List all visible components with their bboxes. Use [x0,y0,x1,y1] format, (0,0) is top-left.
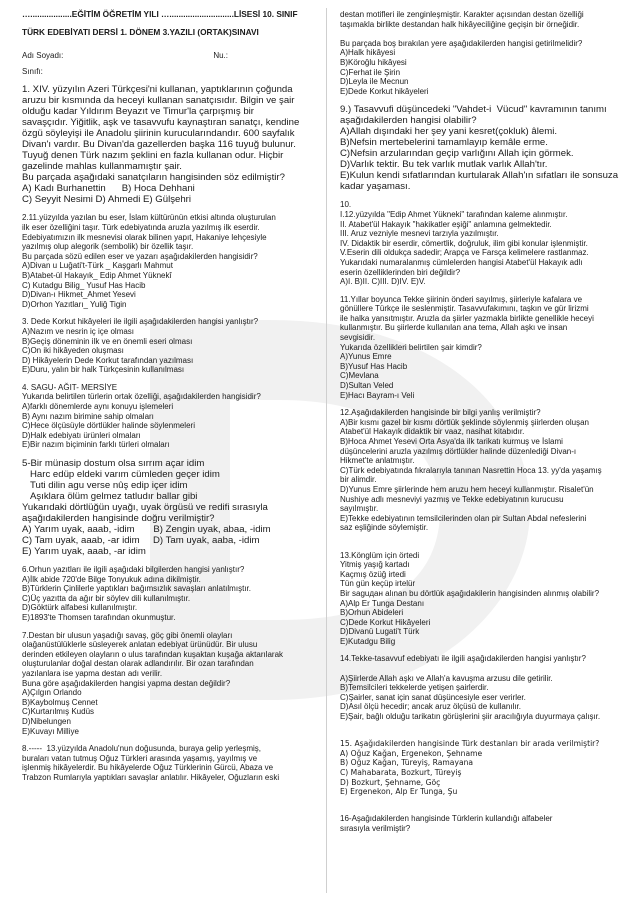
question-line: C)Türk edebiyatında fıkralarıyla tanınan Nasrettin Hoca 13. yy'da yaşamış [340,465,602,475]
left-column [22,10,310,791]
question-line: C) Tam uyak, aaab, -ar idim D) Tam uyak, aaba, -idim [22,535,260,547]
question-block [22,317,310,375]
question-line: V.Eserin dili oldukça sadedir; Arapça ve Farsça kelimelere rastlanmaz. [340,248,589,258]
question-line: A)Çılgın Orlando [22,688,82,698]
question-line: D)Asıl ölçü hecedir; ancak aruz ölçüsü de kullanılır. [340,702,521,712]
question-line: oluşturulanlar doğal destan olarak adlandırılır. Bir ozan tarafından [22,659,254,669]
question-line: gönüllere Türkçe ile seslenmiştir. Tasavvufakımını, taşkın ve gür lirizmi [340,304,589,314]
question-line: Yukarıda özellikleri belirtilen şair kimdir? [340,342,482,352]
question-line: B) Oğuz Kağan, Türeyiş, Ramayana [340,758,474,768]
question-line: C)Mevlana [340,371,379,381]
question-line: B)Kaybolmuş Cennet [22,697,98,707]
exam-header [22,10,310,76]
question-line: 6.Orhun yazıtları ile ilgili aşağıdaki bilgilerden hangisi yanlıştır? [22,565,245,575]
question-line: A)Halk hikâyesi [340,48,396,58]
question-line: B)Türklerin Çinlilerle yaptıkları bağımsızlık savaşları anlatılmıştır. [22,584,251,594]
question-line: gazelinde mahlas kullanmamıştır şair. [22,161,182,173]
question-line: 13.Könglüm için örtedi [340,550,420,560]
question-line: B)Atabet-ül Hakayık_ Edip Ahmet Yüknekî [22,270,172,280]
question-line: ile halka yansıtmıştır. Aruzla da şiirler yazmakla birlikte genellikle heceyi [340,313,594,323]
question-line: A)Nazım ve nesrin iç içe olması [22,326,135,336]
question-line: düşüncelerini aruzla yazılmış dörtlükler halinde düzenlediği Divan-ı [340,446,577,456]
question-line: sayılmıştır. [340,504,379,514]
question-line: A)Alp Er Tunga Destanı [340,598,425,608]
question-line: E)Kulun kendi sıfatlarından kurtularak Allah'ın sıfatları ile sonsuza [340,170,619,182]
question-line: 16-Aşağıdakilerden hangisinde Türklerin kullandığı alfabeler [340,814,553,824]
question-block [340,295,626,401]
question-line: saz eşliğinde söylemiştir. [340,523,429,533]
question-line: derinden etkileyen olayların o ulus tarafından kuşaktan kuşağa aktarılarak [22,649,284,659]
question-line: Yitmiş yaşığ kartadı [340,560,410,570]
question-line: E)1893'te Thomsen tarafından okunmuştur. [22,613,176,622]
question-line: C)Şairler, sanat için sanat düşüncesiyle eser verirler. [340,692,526,702]
question-line: E)Duru, yalın bir halk Türkçesinin kullanılması [22,365,185,375]
question-block [22,631,310,737]
question-line: Divan'ı vardır. Bu Divan'da gazellerden başka 116 tuyuğ bulunur. [22,139,296,151]
question-line: 9.) Tasavvufi düşüncedeki "Vahdet-i Vücud" kavramının tanımı [340,104,607,116]
question-line: E)Kutadgu Bilig [340,636,396,646]
question-block [22,84,310,205]
question-line: C)Nefsin arzularından geçip varlığını Allah için görmek. [340,148,574,160]
right-questions [340,10,626,834]
question-line: E)Dede Korkut hikâyeleri [340,86,429,96]
question-block [340,805,626,834]
question-line: E)Kuvayı Milliye [22,726,79,736]
question-line: Harc edüp eldeki varım cümleden geçer idim [22,469,220,481]
question-line: Yukarıdaki numaralanmış cümlelerden hangisi Atabet'ül Hakayık adlı [340,257,583,267]
question-line: ilk eser özelliğini taşır. Türk edebiyatında aruzla yazılmış ilk eserdir. [22,222,260,232]
question-line: A)Şiirlerde Allah aşkı ve Allah'a kavuşma arzusu dile getirilir. [340,673,553,683]
question-block [340,408,626,533]
question-line: D)Göktürk alfabesi kullanılmıştır. [22,603,138,613]
question-line: 4. SAGU- AĞIT- MERSİYE [22,382,118,392]
question-line: bir alimdir. [340,475,377,485]
question-line: 2.11.yüzyılda yazılan bu eser, İslam kültürünün etkisi altında oluşturulan [22,213,276,223]
question-line: C)Ferhat ile Şirin [340,67,401,77]
question-line: sırasıyla verilmiştir? [340,823,411,833]
question-line: C)Üç yazıtta da ağır bir söylev dili kullanılmıştır. [22,593,191,603]
header-line1: …..................EĞİTİM ÖĞRETİM YILI …............................LİSESİ 10. SINIF [22,9,298,19]
question-line: B)Hoca Ahmet Yesevi Orta Asya'da ilk tarikatı kurmuş ve İslami [340,437,563,446]
question-line: yazılanlara ise yapma destan adı verilir. [22,668,163,678]
question-line: I.12.yüzyılda "Edip Ahmet Yükneki" tarafından kaleme alınmıştır. [340,209,568,219]
header-line2: TÜRK EDEBİYATI DERSİ 1. DÖNEM 3.YAZILI (ORTAK)SINAVI [22,26,259,37]
question-line: A)Divan u Luğati't-Türk _ Kaşgarlı Mahmut [22,261,173,271]
question-line: olduğu kadar Yıldırım Beyazıt ve Timur'la çarpışmış bir [22,106,254,118]
question-line: C)Kurtarılmış Kudüs [22,707,95,717]
question-line: Edebiyatımızın ilk mesnevisi olarak bilinen yapıt, Hakaniye lehçesiyle [22,232,267,242]
question-line: D)Halk edebiyatı ürünleri olmaları [22,430,141,440]
question-line: eserin özelliklerinden biri değildir? [340,267,461,277]
question-line: 7.Destan bir ulusun yaşadığı savaş, göç gibi önemli olayları [22,630,233,640]
question-block [22,744,310,782]
question-line: Atabet'ül Hakayık didaktik bir vaaz, nasihat kitabıdır. [340,427,525,437]
question-line: kullanmıştır. Bu şiirlerde kullanılan ana tema, Allah aşkı ve insan [340,323,568,333]
question-line: 11.Yıllar boyunca Tekke şiirinin önderi sayılmış, şiirleriyle kafalara ve [340,294,583,304]
question-line: D)Varlık tektir. Bu tek varlık mutlak varlık Allah'tır. [340,159,548,171]
question-line: Trabzon Rumlarıyla yaptıkları savaşlar anlatılır. Hikâyeler, Oğuzların eski [22,772,280,782]
question-block [22,213,310,309]
question-line: III. Aruz vezniyle mesnevi tarzıyla yazılmıştır. [340,229,499,239]
question-line: D)Nibelungen [22,716,71,726]
question-block [340,730,626,797]
question-line: Aşıklara ölüm gelmez tatludır ballar gibi [22,491,198,503]
question-line: 14.Tekke-tasavvuf edebiyatı ile ilgili aşağıdakilerden hangisi yanlıştır? [340,654,586,664]
question-line: C) Seyyit Nesimi D) Ahmedi E) Gülşehri [22,194,191,206]
question-line: A) Yarım uyak, aaab, -idim B) Zengin uyak, abaa, -idim [22,524,271,536]
question-line: A)I. B)II. C)III. D)IV. E)V. [340,277,426,287]
question-line: 5-Bir münasip dostum olsa sırrım açar idim [22,458,205,470]
question-line: Hikmet'te anlatmıştır. [340,456,415,466]
question-line: C)Hece ölçüsüyle dörtlükler halinde söylenmeleri [22,421,195,431]
question-line: buraları vatan tutmuş Oğuz Türkleri arasında yaşamış, yayılmış ve [22,753,258,763]
question-line: B)Temsilcileri tekkelerde yetişen şairlerdir. [340,683,489,693]
question-line: Yukarıdaki dörtlüğün uyağı, uyak örgüsü ve redifi sırasıyla [22,502,268,514]
question-line: Bu parçada aşağıdaki sanatçıların hangisinden söz edilmiştir? [22,172,285,184]
question-block [340,104,626,192]
question-line: B)Köroğlu hikâyesi [340,57,407,67]
question-line: yazılmış olup alegorik (sembolik) bir özellik taşır. [22,242,194,252]
question-line: destan motifleri ile zenginleşmiştir. Karakter açısından destan özelliği [340,10,584,19]
question-line: E)Şair, bağlı olduğu tarikatın görüşlerini şiir aracılığıyla duyurmaya çalışır. [340,712,601,722]
question-line: C)Dede Korkut Hikâyeleri [340,617,431,627]
question-line: B)Geçiş döneminin ilk ve en önemli eseri olması [22,336,193,346]
question-block [340,200,626,286]
question-line [340,541,626,551]
question-line: E) Yarım uyak, aaab, -ar idim [22,546,146,558]
question-line: C) Mahabarata, Bozkurt, Türeyiş [340,768,462,777]
question-line: Tuti dilin agu verse nûş edip içer idim [22,480,188,492]
right-column [340,10,626,842]
question-line: olağanüstülüklerle süsleyerek anlatan edebiyat ürünüdür. Bir ulusu [22,640,258,650]
question-block [340,654,626,721]
question-line: aruzu bir kısmında da heceyi kullanan sanatçısıdır. Bilgin ve şair [22,95,295,107]
question-line: D)Divan-ı Hikmet_Ahmet Yesevi [22,290,136,300]
question-line: aşağıdakilerden hangisi olabilir? [340,115,477,127]
question-line: E)Hacı Bayram-ı Veli [340,390,415,400]
question-line: E) Ergenekon, Alp Er Tunga, Şu [340,787,458,797]
question-block [22,458,310,557]
number-label: Nu.: [213,51,228,61]
question-line: Yukarıda belirtilen türlerin ortak özelliği, aşağıdakilerden hangisidir? [22,392,261,402]
question-line [340,29,626,39]
question-line: B) Aynı nazım birimine sahip olmaları [22,411,154,421]
question-block [340,541,626,647]
question-line: 8.----- 13.yüzyılda Anadolu'nun doğusunda, buraya gelip yerleşmiş, [22,744,261,754]
question-line: D) Bozkurt, Şehname, Göç [340,777,441,787]
question-line: kadar yaşaması. [340,181,411,193]
question-line: B)Orhun Abideleri [340,608,404,618]
question-line: II. Atabet'ül Hakayık "hakikatler eşiği" anlamına gelmektedir. [340,219,552,229]
question-line: Bu parçada sözü edilen eser ve yazarı aşağıdakilerden hangisidir? [22,251,258,261]
question-line: Nushiye adlı mesneviyi yazmış ve Tekke edebiyatının kurucusu [340,494,564,504]
question-line: Tuyuğ denen Türk nazım şeklini en fazla kullanan odur. Hiçbir [22,150,284,162]
question-line: D)Divanü Lugati't Türk [340,627,420,637]
question-line: sevgisidir. [340,333,376,343]
class-label: Sınıfı: [22,66,43,76]
question-line [340,664,626,674]
question-line: C)On iki hikâyeden oluşması [22,346,124,356]
question-line: özgü söyleyişi ile Anadolu şiirinin kurucularındandır. 600 sayfalık [22,128,295,140]
question-line: A)farklı dönemlerde aynı konuyu işlemeleri [22,402,174,412]
question-line: taşımakla birlikte destandan halk hikâyeciliğine geçişin bir örneğidir. [340,19,580,29]
question-line: A)Bir kısmı gazel bir kısmı dörtlük şeklinde söylenmiş şiirlerden oluşan [340,417,589,427]
question-line: D)Orhon Yazıtları_ Yuliğ Tigin [22,299,127,309]
question-line: A)Allah dışındaki her şey yani kesret(çokluk) âlemi. [340,126,558,138]
question-line: A)Yunus Emre [340,352,392,362]
question-line: D) Hikâyelerin Dede Korkut tarafından yazılması [22,355,194,365]
question-line: B)Yusuf Has Hacib [340,361,408,371]
question-line: A) Kadı Burhanettin B) Hoca Dehhani [22,183,195,195]
question-line: işlenmiş hikâyelerdir. Bu hikâyelerde Oğuz Türklerinin Gürcü, Abaza ve [22,763,274,773]
name-row [22,51,310,61]
question-line: A) Oğuz Kağan, Ergenekon, Şehname [340,748,483,758]
question-line: 12.Aşağıdakilerden hangisinde bir bilgi yanlış verilmiştir? [340,408,541,418]
question-line: Tün gün keçüp irtelür [340,579,416,589]
question-line: C) Kutadgu Bilig_ Yusuf Has Hacib [22,280,146,290]
question-line: Buna göre aşağıdakilerden hangisi yapma destan değildir? [22,678,231,688]
question-line: savaşçıdır. Yiğitlik, aşk ve tasavvufu kaynaştıran sanatçı, kendine [22,117,300,129]
question-line [340,730,626,740]
question-line: B)Nefsin mertebelerini tamamlayıp kemâle erme. [340,137,548,149]
question-line: Kaçmış özüğ irtedi [340,569,406,579]
question-line: IV. Didaktik bir eserdir, cömertlik, doğruluk, ilim gibi konular işlenmiştir. [340,238,588,248]
question-line: 1. XIV. yüzyılın Azeri Türkçesi'ni kullanan, yaptıklarının çoğunda [22,84,293,96]
question-block [340,10,626,96]
question-line: 3. Dede Korkut hikâyeleri ile ilgili aşağıdakilerden hangisi yanlıştır? [22,317,259,327]
left-questions [22,84,310,782]
question-line: E)Tekke edebiyatının temsilcilerinden olan pir Sultan Abdal nefeslerini [340,513,587,523]
question-line: Bu parçada boş bırakılan yere aşağıdakilerden hangisi getirilmelidir? [340,38,583,48]
question-line: D)Leyla ile Mecnun [340,77,409,87]
question-line: A)İlk abide 720'de Bilge Tonyukuk adına dikilmiştir. [22,574,201,584]
question-line: E)Bir nazım biçiminin farklı türleri olmaları [22,440,170,450]
question-line: aşağıdakilerden hangisinde doğru verilmiştir? [22,513,215,525]
question-line: D)Yunus Emre şiirlerinde hem aruzu hem heceyi kullanmıştır. Risalet'ün [340,484,594,494]
question-line: D)Sultan Veled [340,381,394,391]
question-line: Bir saguдан alınan bu dörtlük aşağıdakilerin hangisinden alınmış olabilir? [340,588,600,598]
question-line [340,805,626,815]
name-label: Adı Soyadı: [22,51,64,61]
question-block [22,565,310,623]
question-line: 15. Aşağıdakilerden hangisinde Türk destanları bir arada verilmiştir? [340,739,600,749]
question-line: 10. [340,200,352,210]
column-divider [326,8,327,893]
question-block [22,383,310,450]
